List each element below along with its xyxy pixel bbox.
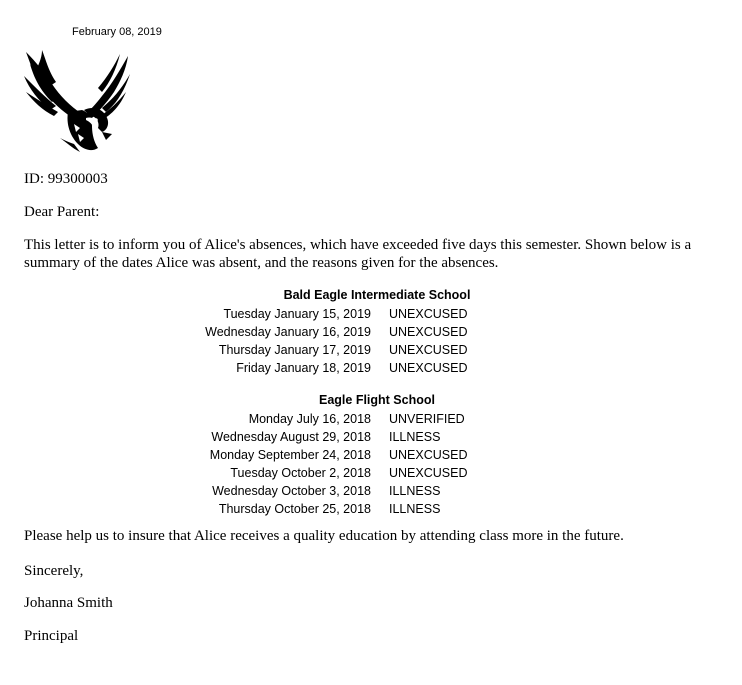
absence-date: Thursday January 17, 2019	[218, 343, 371, 357]
absence-date: Friday January 18, 2019	[236, 361, 371, 375]
absence-table	[0, 305, 742, 377]
school-name: Eagle Flight School	[319, 393, 435, 407]
absence-date: Wednesday October 3, 2018	[212, 484, 371, 498]
absence-reason: UNEXCUSED	[389, 466, 468, 480]
absence-date: Tuesday January 15, 2019	[223, 307, 371, 321]
absence-table	[0, 410, 742, 518]
absence-date: Tuesday October 2, 2018	[230, 466, 371, 480]
letter-date: February 08, 2019	[72, 26, 162, 38]
absence-row	[0, 305, 742, 323]
absence-row	[0, 323, 742, 341]
absence-row	[0, 341, 742, 359]
absence-reason: UNEXCUSED	[389, 325, 468, 339]
signer-name: Johanna Smith	[24, 595, 113, 611]
absence-row	[0, 500, 742, 518]
student-id: ID: 99300003	[24, 171, 108, 187]
absence-row	[0, 428, 742, 446]
absence-reason: UNEXCUSED	[389, 343, 468, 357]
absence-row	[0, 482, 742, 500]
absence-date: Thursday October 25, 2018	[218, 502, 371, 516]
absence-reason: ILLNESS	[389, 484, 441, 498]
signer-title: Principal	[24, 628, 79, 644]
absence-reason: ILLNESS	[389, 430, 441, 444]
absence-reason: UNEXCUSED	[389, 307, 468, 321]
absence-row	[0, 359, 742, 377]
absence-reason: UNEXCUSED	[389, 361, 468, 375]
absence-date: Monday September 24, 2018	[209, 448, 371, 462]
absence-date: Monday July 16, 2018	[248, 412, 371, 426]
eagle-logo-icon	[22, 48, 132, 154]
absence-reason: UNEXCUSED	[389, 448, 468, 462]
absence-row	[0, 410, 742, 428]
sign-off: Sincerely,	[24, 563, 84, 579]
intro-paragraph: This letter is to inform you of Alice's absences, which have exceeded five days this semester. Shown below is a summary of the dates Alice was absent, and the reasons given for the absences.	[24, 237, 692, 271]
school-name: Bald Eagle Intermediate School	[283, 288, 471, 302]
absence-row	[0, 446, 742, 464]
absence-date: Wednesday January 16, 2019	[205, 325, 371, 339]
absence-reason: ILLNESS	[389, 502, 441, 516]
absence-row	[0, 464, 742, 482]
salutation: Dear Parent:	[24, 204, 100, 220]
absence-date: Wednesday August 29, 2018	[211, 430, 371, 444]
absence-reason: UNVERIFIED	[389, 412, 465, 426]
closing-paragraph: Please help us to insure that Alice receives a quality education by attending class more in the future.	[24, 528, 624, 544]
